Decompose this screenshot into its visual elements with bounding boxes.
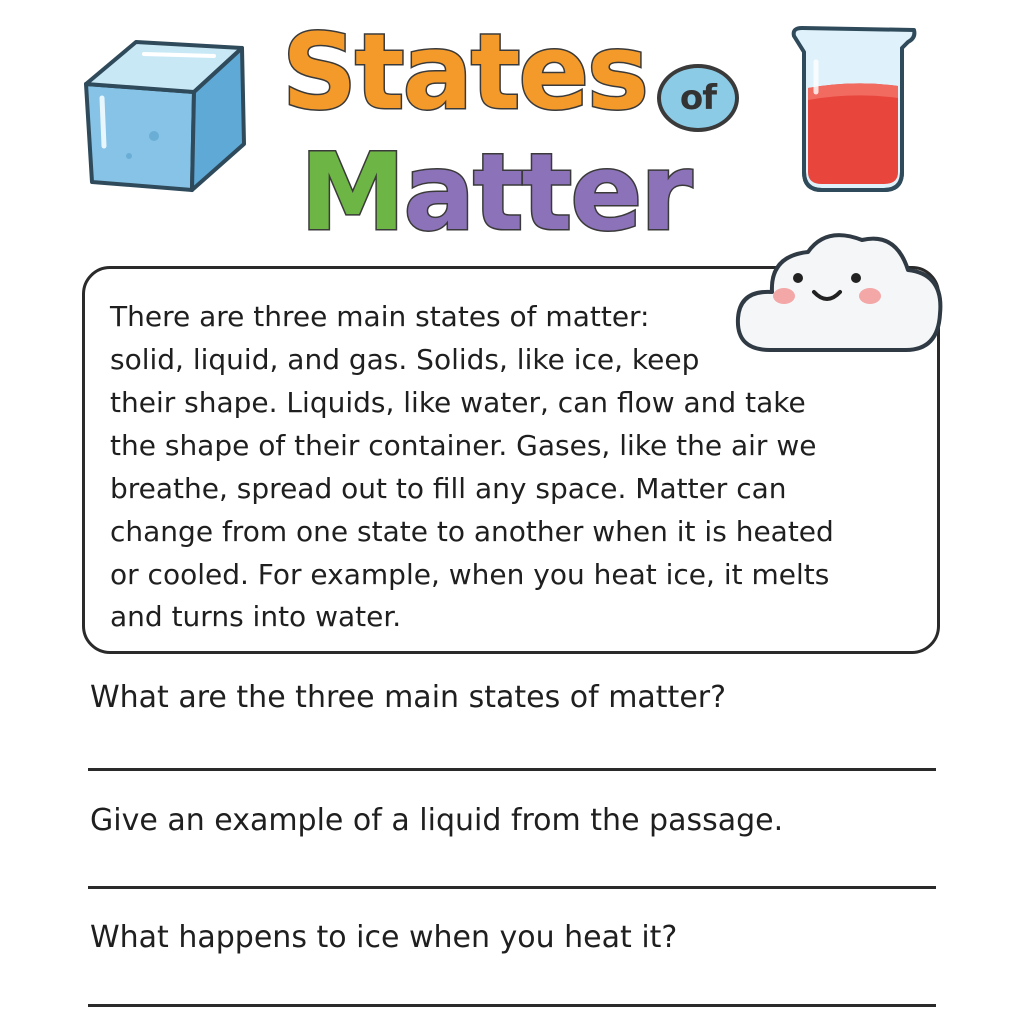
passage-line: and turns into water. <box>110 600 402 633</box>
question-1: What are the three main states of matter? <box>90 680 727 715</box>
answer-line-2[interactable] <box>88 886 936 889</box>
question-2: Give an example of a liquid from the passage. <box>90 803 784 838</box>
passage-line: There are three main states of matter: <box>110 300 650 333</box>
title-matter-initial: M <box>300 131 404 254</box>
answer-line-1[interactable] <box>88 768 936 771</box>
passage-line: their shape. Liquids, like water, can flow and take <box>110 386 806 419</box>
ice-cube-icon <box>74 26 254 196</box>
smiling-cloud-icon <box>730 222 948 370</box>
passage-line: or cooled. For example, when you heat ice, it melts <box>110 558 830 591</box>
beaker-icon <box>784 22 924 197</box>
passage-line: the shape of their container. Gases, like the air we <box>110 429 817 462</box>
title-of-badge: of <box>657 64 739 132</box>
title-matter <box>300 131 691 254</box>
title-matter-rest: atter <box>403 131 691 254</box>
answer-line-3[interactable] <box>88 1004 936 1007</box>
passage-line: breathe, spread out to fill any space. Matter can <box>110 472 787 505</box>
passage-line: change from one state to another when it is heated <box>110 515 834 548</box>
title-states: States <box>282 11 647 133</box>
question-3: What happens to ice when you heat it? <box>90 920 678 955</box>
passage-line: solid, liquid, and gas. Solids, like ice, keep <box>110 343 700 376</box>
